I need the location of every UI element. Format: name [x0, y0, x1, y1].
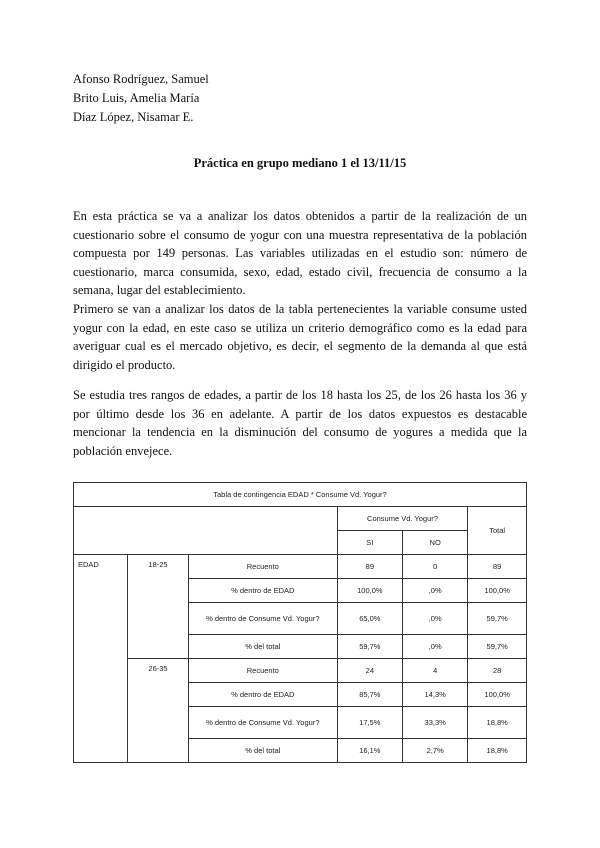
row-label: % del total — [188, 635, 337, 659]
author-list — [73, 70, 209, 127]
row-variable-label: EDAD — [74, 555, 128, 763]
row-label: Recuento — [188, 659, 337, 683]
author-name: Afonso Rodríguez, Samuel — [73, 72, 209, 86]
author-name: Brito Luis, Amelia María — [73, 91, 200, 105]
document-title: Práctica en grupo mediano 1 el 13/11/15 — [193, 156, 407, 170]
cell-no: ,0% — [403, 635, 468, 659]
cell-si: 65,0% — [337, 603, 402, 635]
cell-si: 59,7% — [337, 635, 402, 659]
paragraph-age-ranges: Se estudia tres rangos de edades, a partir de los 18 hasta los 25, de los 26 hasta los 36 y por último desde los 36 en adelante. A partir de los datos expuestos es destacable mencionar la tendencia en la disminución del consumo de yogures a medida que la población envejece. — [73, 388, 527, 458]
cell-si: 16,1% — [337, 739, 402, 763]
cell-total: 100,0% — [468, 683, 527, 707]
cell-no: 4 — [403, 659, 468, 683]
cell-total: 59,7% — [468, 603, 527, 635]
cell-si: 100,0% — [337, 579, 402, 603]
cell-total: 18,8% — [468, 707, 527, 739]
row-label: % del total — [188, 739, 337, 763]
cell-no: ,0% — [403, 603, 468, 635]
group-label: 26-35 — [128, 659, 189, 763]
cell-si: 24 — [337, 659, 402, 683]
cell-total: 100,0% — [468, 579, 527, 603]
row-label: % dentro de EDAD — [188, 683, 337, 707]
cell-no: 2,7% — [403, 739, 468, 763]
cell-total: 28 — [468, 659, 527, 683]
cell-si: 17,5% — [337, 707, 402, 739]
cell-si: 85,7% — [337, 683, 402, 707]
row-label: % dentro de EDAD — [188, 579, 337, 603]
table-caption: Tabla de contingencia EDAD * Consume Vd. Yogur? — [74, 483, 527, 507]
paragraph-intro: En esta práctica se va a analizar los datos obtenidos a partir de la realización de un cuestionario sobre el consumo de yogur con una muestra representativa de la población compuesta por 149 personas. Las variables utilizadas en el estudio son: número de cuestionario, marca consumida, sexo, edad, estado civil, frecuencia de consumo a la semana, lugar del establecimiento. — [73, 209, 527, 297]
row-label: Recuento — [188, 555, 337, 579]
cell-total: 89 — [468, 555, 527, 579]
cell-no: 0 — [403, 555, 468, 579]
cell-no: 33,3% — [403, 707, 468, 739]
cell-si: 89 — [337, 555, 402, 579]
cell-total: 18,8% — [468, 739, 527, 763]
cell-total: 59,7% — [468, 635, 527, 659]
table-row — [74, 555, 527, 579]
table-header-group: Consume Vd. Yogur? — [337, 507, 468, 531]
table-header-si: SI — [337, 531, 402, 555]
contingency-table — [73, 482, 527, 763]
table-row — [74, 659, 527, 683]
table-header-total: Total — [468, 507, 527, 555]
row-label: % dentro de Consume Vd. Yogur? — [188, 603, 337, 635]
author-name: Díaz López, Nisamar E. — [73, 110, 194, 124]
paragraph-analysis: Primero se van a analizar los datos de la tabla pertenecientes la variable consume usted yogur con la edad, en este caso se utiliza un criterio demográfico como es la edad para averiguar cual es el mercado objetivo, es decir, el segmento de la demanda al que está dirigido el producto. — [73, 302, 527, 372]
cell-no: ,0% — [403, 579, 468, 603]
group-label: 18-25 — [128, 555, 189, 659]
cell-no: 14,3% — [403, 683, 468, 707]
row-label: % dentro de Consume Vd. Yogur? — [188, 707, 337, 739]
table-header-no: NO — [403, 531, 468, 555]
table-header-blank — [74, 507, 338, 555]
